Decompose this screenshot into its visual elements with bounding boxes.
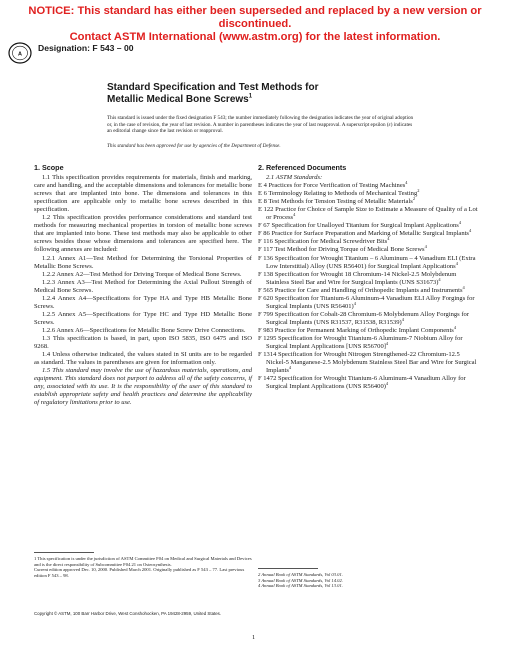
title-line-2: Metallic Medical Bone Screws xyxy=(107,94,249,105)
reference-item xyxy=(258,295,480,311)
reference-text: F 138 Specification for Wrought 18 Chromium-14 Nickel-2.5 Molybdenum Stainless Steel Bar and Wire for Surgical Implants (UNS S31673) xyxy=(258,270,457,286)
reference-footnote-mark: 4 xyxy=(288,365,292,370)
reference-text: E 8 Test Methods for Tension Testing of Metallic Materials xyxy=(258,198,413,206)
title-footnote-mark: 1 xyxy=(248,93,253,100)
reference-item xyxy=(258,187,480,198)
footnote-divider xyxy=(258,568,318,569)
reference-text: F 117 Test Method for Driving Torque of Medical Bone Screws xyxy=(258,246,425,254)
reference-text: E 6 Terminology Relating to Methods of Mechanical Testing xyxy=(258,190,418,198)
reference-text: F 1295 Specification for Wrought Titanium-6 Aluminum-7 Niobium Alloy for Surgical Implant Applications [UNS R56700] xyxy=(258,334,463,351)
footnotes-right xyxy=(258,572,480,589)
notice-line-2: Contact ASTM International (www.astm.org) for the latest information. xyxy=(69,31,441,43)
reference-text: E 4 Practices for Force Verification of Testing Machines xyxy=(258,182,406,190)
references-intro: 2.1 ASTM Standards: xyxy=(266,174,323,182)
scope-paragraph: 1.4 Unless otherwise indicated, the values stated in SI units are to be regarded as standard. The values in parentheses are given for information only. xyxy=(34,351,252,367)
reference-footnote-mark: 2 xyxy=(412,196,416,202)
reference-item xyxy=(258,351,480,375)
reference-item xyxy=(258,375,480,391)
reference-text: F 116 Specification for Medical Screwdriver Bits xyxy=(258,238,388,246)
scope-paragraph: 1.2 This specification provides performance considerations and standard test methods for measuring mechanical properties in torsion of metallic bone screws that are implanted into bone. These test methods may also be applicable to other screws besides those whose dimensions and tolerances are specified here. The following annexes are included: xyxy=(34,214,252,254)
reference-footnote-mark: 4 xyxy=(458,220,462,226)
scope-paragraph: 1.3 This specification is based, in part, upon ISO 5835, ISO 6475 and ISO 9268. xyxy=(34,334,252,351)
scope-paragraph: 1.2.1 Annex A1—Test Method for Determining the Torsional Properties of Metallic Bone Screws. xyxy=(34,254,252,270)
reference-item xyxy=(258,335,480,351)
footnote-4: 4 Annual Book of ASTM Standards, Vol 13.01. xyxy=(258,583,343,589)
reference-footnote-mark: 4 xyxy=(387,236,390,242)
reference-text: F 983 Practice for Permanent Marking of Orthopedic Implant Components xyxy=(258,326,454,334)
footnotes-left xyxy=(34,556,252,578)
scope-heading: 1. Scope xyxy=(34,163,64,172)
agency-note: This standard has been approved for use by agencies of the Department of Defense. xyxy=(107,143,281,149)
designation: Designation: F 543 – 00 xyxy=(38,43,134,53)
scope-section xyxy=(34,164,252,407)
reference-text: F 799 Specification for Cobalt-28 Chromium-6 Molybdenum Alloy Forgings for Surgical Implants (UNS R31537, R31538, R31539) xyxy=(258,310,470,326)
reference-text: F 620 Specification for Titanium-6 Aluminum-4 Vanadium ELI Alloy Forgings for Surgical Implants (UNS R56401) xyxy=(258,294,475,310)
footnote-1: 1 This specification is under the jurisdiction of ASTM Committee F04 on Medical and Surgical Materials and Devices and is the direct responsibility of Subcommittee F04.21 on Osteosynthesis. xyxy=(34,556,252,567)
reference-item xyxy=(258,198,480,206)
page-number: 1 xyxy=(252,634,256,641)
footnote-edition: Current edition approved Dec. 10, 2000. Published March 2001. Originally published as F 543 – 77. Last previous edition F 543 – 98. xyxy=(34,567,245,578)
reference-item xyxy=(258,206,480,222)
scope-paragraph: 1.2.2 Annex A2—Test Method for Driving Torque of Medical Bone Screws. xyxy=(42,270,242,278)
document-title xyxy=(107,82,407,106)
scope-paragraph: 1.2.6 Annex A6—Specifications for Metallic Bone Screw Drive Connections. xyxy=(42,326,246,334)
references-heading: 2. Referenced Documents xyxy=(258,163,347,172)
reference-footnote-mark: 4 xyxy=(455,260,458,266)
title-line-1: Standard Specification and Test Methods for xyxy=(107,82,319,93)
safety-paragraph: 1.5 This standard may involve the use of hazardous materials, operations, and equipment. This standard does not purport to address all of the safety concerns, if any, associated with its use. It is the responsibility of the user of this standard to establish appropriate safety and health practices and determine the applicability of regulatory limitations prior to use. xyxy=(34,367,252,407)
reference-text: F 1472 Specification for Wrought Titanium-6 Aluminum-4 Vanadium Alloy for Surgical Implant Applications (UNS R56400) xyxy=(258,375,466,391)
reference-footnote-mark: 4 xyxy=(468,228,472,234)
reference-footnote-mark: 4 xyxy=(438,276,441,282)
notice-line-1: NOTICE: This standard has either been superseded and replaced by a new version or discontinued. xyxy=(28,5,482,30)
copyright-line: Copyright © ASTM, 100 Barr Harbor Drive, West Conshohocken, PA 19428-2959, United States. xyxy=(34,611,222,616)
reference-footnote-mark: 4 xyxy=(385,381,389,387)
scope-paragraph: 1.2.3 Annex A3—Test Method for Determining the Axial Pullout Strength of Medical Bone Screws. xyxy=(34,278,252,294)
reference-text: F 1314 Specification for Wrought Nitrogen Strengthened-22 Chromium-12.5 Nickel-5 Manganese-2.5 Molybdenum Stainless Steel Bar and Wire for Surgical Implants xyxy=(258,351,477,375)
reference-footnote-mark: 4 xyxy=(293,212,296,218)
reference-item xyxy=(258,311,480,327)
reference-footnote-mark: 4 xyxy=(453,324,457,330)
astm-logo-icon xyxy=(8,42,32,64)
reference-footnote-mark: 2 xyxy=(417,187,420,193)
reference-item xyxy=(258,271,480,287)
referenced-documents-section xyxy=(258,164,480,391)
reference-text: F 136 Specification for Wrought Titanium – 6 Aluminum – 4 Vanadium ELI (Extra Low Interstitial) Alloy (UNS R56401) for Surgical Implant Applications xyxy=(258,254,476,270)
reference-text: E 122 Practice for Choice of Sample Size to Estimate a Measure of Quality of a Lot or Process xyxy=(258,206,478,222)
reference-text: F 565 Practice for Care and Handling of Orthopedic Implants and Instruments xyxy=(258,286,463,294)
scope-paragraph: 1.2.5 Annex A5—Specifications for Type HC and Type HD Metallic Bone Screws. xyxy=(34,310,252,326)
superseded-notice xyxy=(0,5,510,44)
reference-footnote-mark: 4 xyxy=(462,284,465,290)
reference-item xyxy=(258,324,480,335)
scope-paragraph: 1.2.4 Annex A4—Specifications for Type HA and Type HB Metallic Bone Screws. xyxy=(34,294,252,310)
reference-text: F 86 Practice for Surface Preparation and Marking of Metallic Surgical Implants xyxy=(258,230,469,238)
reference-footnote-mark: 4 xyxy=(405,179,408,185)
reference-item xyxy=(258,246,480,254)
reference-text: F 67 Specification for Unalloyed Titanium for Surgical Implant Applications xyxy=(258,222,459,230)
footnote-2: 2 Annual Book of ASTM Standards, Vol 03.01. xyxy=(258,572,343,577)
reference-item xyxy=(258,284,480,295)
reference-footnote-mark: 4 xyxy=(424,244,427,250)
svg-text:A: A xyxy=(18,51,22,58)
reference-footnote-mark: 4 xyxy=(353,300,356,306)
footnote-3: 3 Annual Book of ASTM Standards, Vol 14.02. xyxy=(258,577,343,583)
reference-footnote-mark: 4 xyxy=(401,316,404,322)
footnote-divider xyxy=(34,552,94,553)
scope-paragraph: 1.1 This specification provides requirements for materials, finish and marking, care and handling, and the acceptable dimensions and tolerances for metallic bone screws that are implanted into bone. The dimensions and tolerances in this specification are applicable only to metallic bone screws described in this specification. xyxy=(34,174,252,214)
reference-footnote-mark: 4 xyxy=(385,340,389,346)
issuance-note: This standard is issued under the fixed designation F 543; the number immediately following the designation indicates the year of original adoption or, in the case of revision, the year of last revision. A number in parentheses indicates the year of last reapproval. A superscript epsilon (ε) indicates an editorial change since the last revision or reapproval. xyxy=(107,115,414,135)
reference-item xyxy=(258,179,480,190)
reference-item xyxy=(258,255,480,271)
